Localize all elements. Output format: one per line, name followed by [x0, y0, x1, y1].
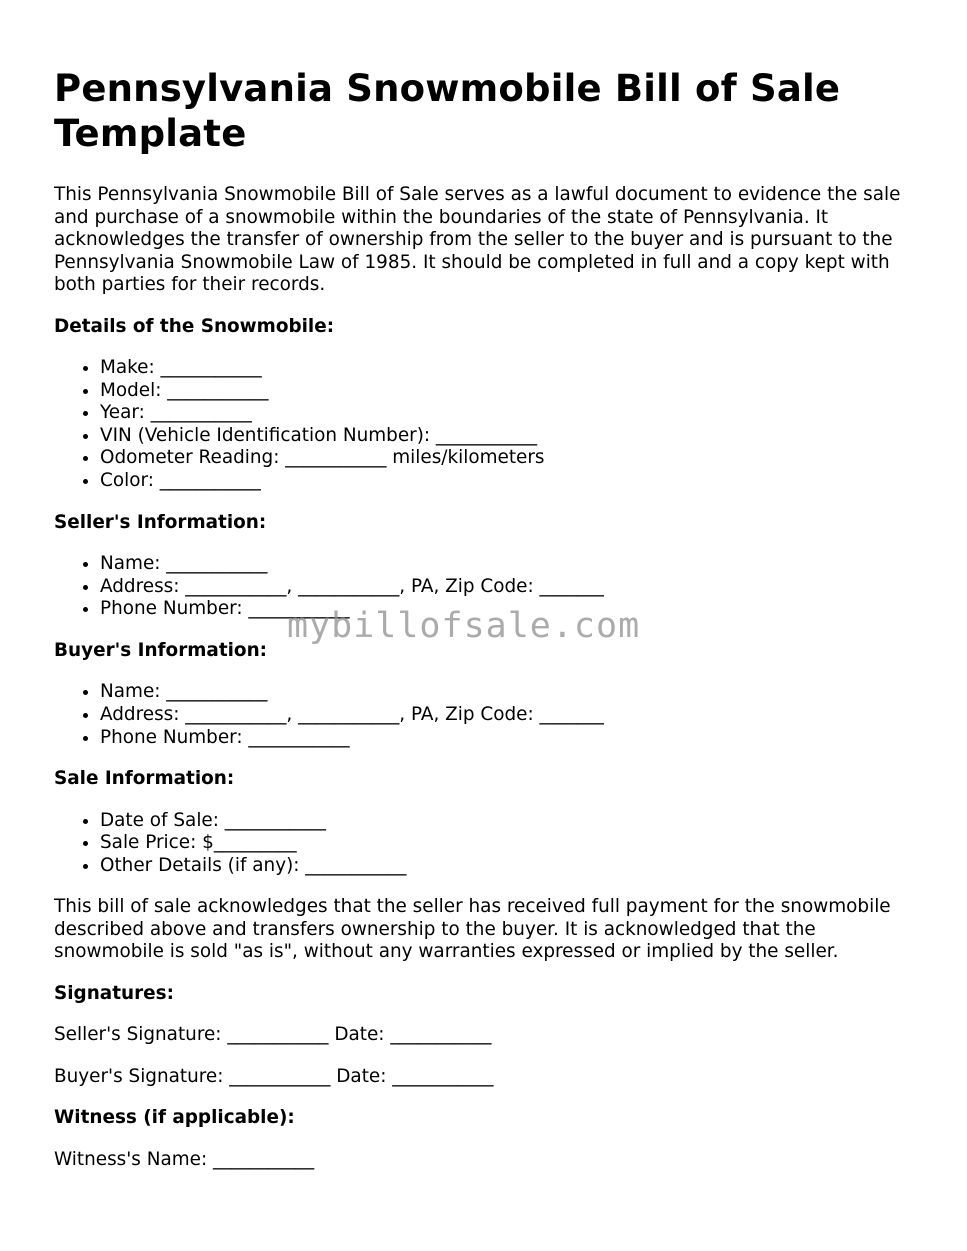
- acknowledgement-paragraph: This bill of sale acknowledges that the seller has received full payment for the snowmobile described above and transfers ownership to the buyer. It is acknowledged that the snowmobile is sold "as is", without any warranties expressed or implied by the seller.: [54, 896, 891, 963]
- list-item-year: • Year: ___________: [100, 402, 924, 425]
- list-item-seller-address: • Address: ___________, ___________, PA, Zip Code: _______: [100, 576, 924, 599]
- seller-info-list: [54, 553, 924, 621]
- signatures-heading: Signatures:: [54, 982, 174, 1004]
- witness-name-line: Witness's Name: ___________: [54, 1148, 315, 1170]
- watermark: mybillofsale.com: [287, 606, 641, 646]
- snowmobile-details-heading: Details of the Snowmobile:: [54, 315, 335, 337]
- list-item-make: • Make: ___________: [100, 357, 924, 380]
- witness-heading: Witness (if applicable):: [54, 1107, 295, 1129]
- list-item-sale-date: • Date of Sale: ___________: [100, 810, 924, 833]
- list-item-model: • Model: ___________: [100, 380, 924, 403]
- sale-info-heading: Sale Information:: [54, 768, 235, 790]
- list-item-color: • Color: ___________: [100, 470, 924, 493]
- buyer-info-heading: Buyer's Information:: [54, 639, 268, 661]
- list-item-sale-price: • Sale Price: $_________: [100, 832, 924, 855]
- list-item-buyer-name: • Name: ___________: [100, 681, 924, 704]
- seller-signature-line: Seller's Signature: ___________ Date: ___________: [54, 1024, 492, 1046]
- document-page: [54, 66, 924, 1190]
- list-item-seller-phone: • Phone Number: ___________: [100, 598, 924, 621]
- buyer-info-list: [54, 681, 924, 749]
- snowmobile-details-list: [54, 357, 924, 493]
- list-item-vin: • VIN (Vehicle Identification Number): ___________: [100, 425, 924, 448]
- seller-info-heading: Seller's Information:: [54, 511, 267, 533]
- sale-info-list: [54, 810, 924, 878]
- page-title: Pennsylvania Snowmobile Bill of Sale Template: [54, 67, 841, 155]
- list-item-other-details: • Other Details (if any): ___________: [100, 855, 924, 878]
- list-item-seller-name: • Name: ___________: [100, 553, 924, 576]
- list-item-buyer-phone: • Phone Number: ___________: [100, 727, 924, 750]
- buyer-signature-line: Buyer's Signature: ___________ Date: ___________: [54, 1065, 494, 1087]
- intro-paragraph: This Pennsylvania Snowmobile Bill of Sale serves as a lawful document to evidence the sale and purchase of a snowmobile within the boundaries of the state of Pennsylvania. It acknowledges the transfer of ownership from the seller to the buyer and is pursuant to the Pennsylvania Snowmobile Law of 1985. It should be completed in full and a copy kept with both parties for their records.: [54, 184, 901, 295]
- list-item-odometer: • Odometer Reading: ___________ miles/kilometers: [100, 447, 924, 470]
- list-item-buyer-address: • Address: ___________, ___________, PA, Zip Code: _______: [100, 704, 924, 727]
